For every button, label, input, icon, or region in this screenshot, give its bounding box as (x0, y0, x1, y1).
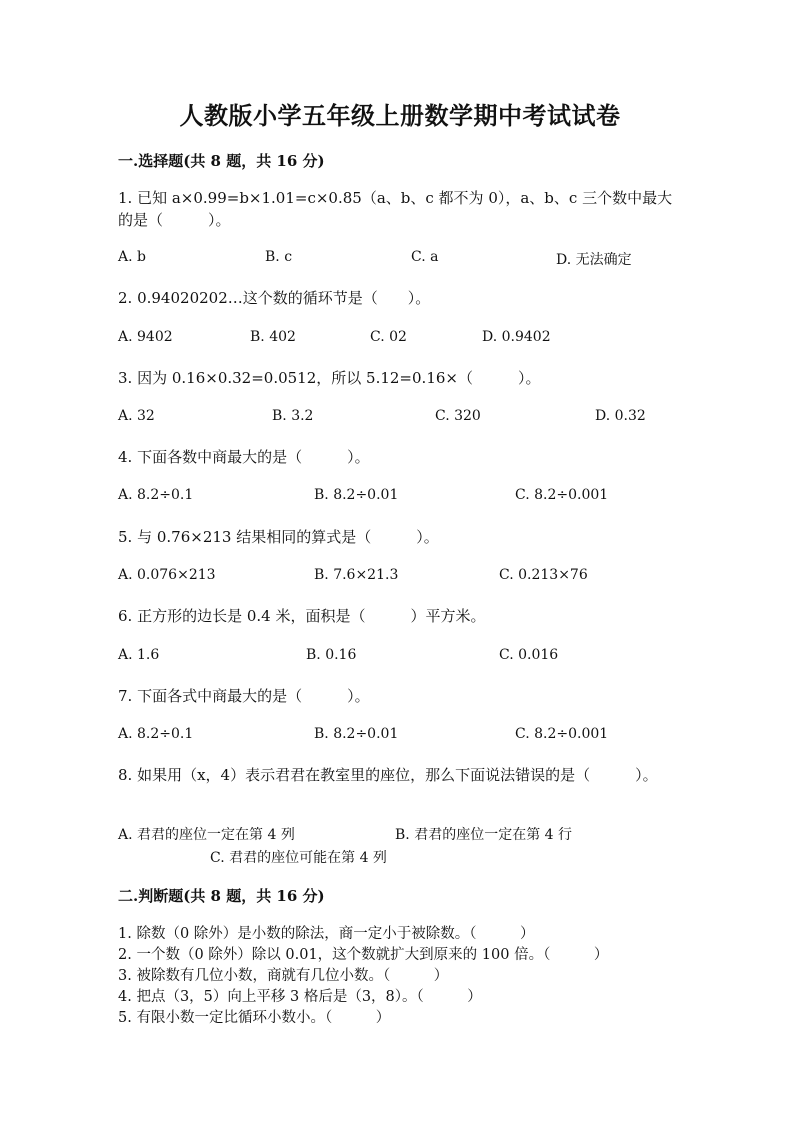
q3-option-a: A. 32 (118, 408, 155, 424)
question-4: 4. 下面各数中商最大的是（ ）。 (118, 448, 370, 466)
q6-option-b: B. 0.16 (306, 647, 357, 663)
q8-option-a: A. 君君的座位一定在第 4 列 (118, 827, 295, 843)
judge-item-1: 1. 除数（0 除外）是小数的除法，商一定小于被除数。（ ） (118, 926, 535, 942)
q1-option-b: B. c (265, 249, 293, 265)
question-7: 7. 下面各式中商最大的是（ ）。 (118, 687, 370, 705)
question-5: 5. 与 0.76×213 结果相同的算式是（ ）。 (118, 528, 439, 546)
q2-option-d: D. 0.9402 (482, 329, 551, 345)
q2-option-b: B. 402 (250, 329, 296, 345)
q7-option-b: B. 8.2÷0.01 (314, 726, 399, 742)
q2-option-c: C. 02 (370, 329, 407, 345)
section-heading-judge: 二.判断题(共 8 题，共 16 分) (118, 887, 325, 905)
q5-option-a: A. 0.076×213 (118, 567, 216, 583)
q5-option-b: B. 7.6×21.3 (314, 567, 399, 583)
q3-option-d: D. 0.32 (595, 408, 646, 424)
q2-option-a: A. 9402 (118, 329, 173, 345)
q6-option-a: A. 1.6 (118, 647, 160, 663)
q8-option-b: B. 君君的座位一定在第 4 行 (395, 827, 572, 843)
q5-option-c: C. 0.213×76 (499, 567, 588, 583)
q6-option-c: C. 0.016 (499, 647, 559, 663)
page-title: 人教版小学五年级上册数学期中考试试卷 (179, 101, 621, 130)
question-6: 6. 正方形的边长是 0.4 米，面积是（ ）平方米。 (118, 607, 486, 625)
judge-item-3: 3. 被除数有几位小数，商就有几位小数。（ ） (118, 968, 449, 984)
q7-option-c: C. 8.2÷0.001 (515, 726, 609, 742)
judge-item-2: 2. 一个数（0 除外）除以 0.01，这个数就扩大到原来的 100 倍。（ ） (118, 947, 609, 963)
q7-option-a: A. 8.2÷0.1 (118, 726, 194, 742)
q3-option-c: C. 320 (435, 408, 481, 424)
q1-option-c: C. a (411, 249, 439, 265)
question-8: 8. 如果用（x，4）表示君君在教室里的座位，那么下面说法错误的是（ ）。 (118, 766, 658, 784)
q1-option-a: A. b (118, 249, 146, 265)
judge-item-5: 5. 有限小数一定比循环小数小。（ ） (118, 1010, 391, 1026)
question-2: 2. 0.94020202…这个数的循环节是（ ）。 (118, 289, 431, 307)
question-3: 3. 因为 0.16×0.32=0.0512，所以 5.12=0.16×（ ）。 (118, 369, 541, 387)
q4-option-c: C. 8.2÷0.001 (515, 487, 609, 503)
judge-item-4: 4. 把点（3，5）向上平移 3 格后是（3，8）。（ ） (118, 989, 482, 1005)
q3-option-b: B. 3.2 (272, 408, 314, 424)
q4-option-b: B. 8.2÷0.01 (314, 487, 399, 503)
section-heading-choice: 一.选择题(共 8 题，共 16 分) (118, 152, 325, 170)
question-1: 1. 已知 a×0.99=b×1.01=c×0.85（a、b、c 都不为 0），a、b、c 三个数中最大的是（ ）。 (118, 189, 673, 229)
q1-option-d: D. 无法确定 (556, 252, 632, 268)
q8-option-c: C. 君君的座位可能在第 4 列 (210, 850, 387, 866)
q4-option-a: A. 8.2÷0.1 (118, 487, 194, 503)
